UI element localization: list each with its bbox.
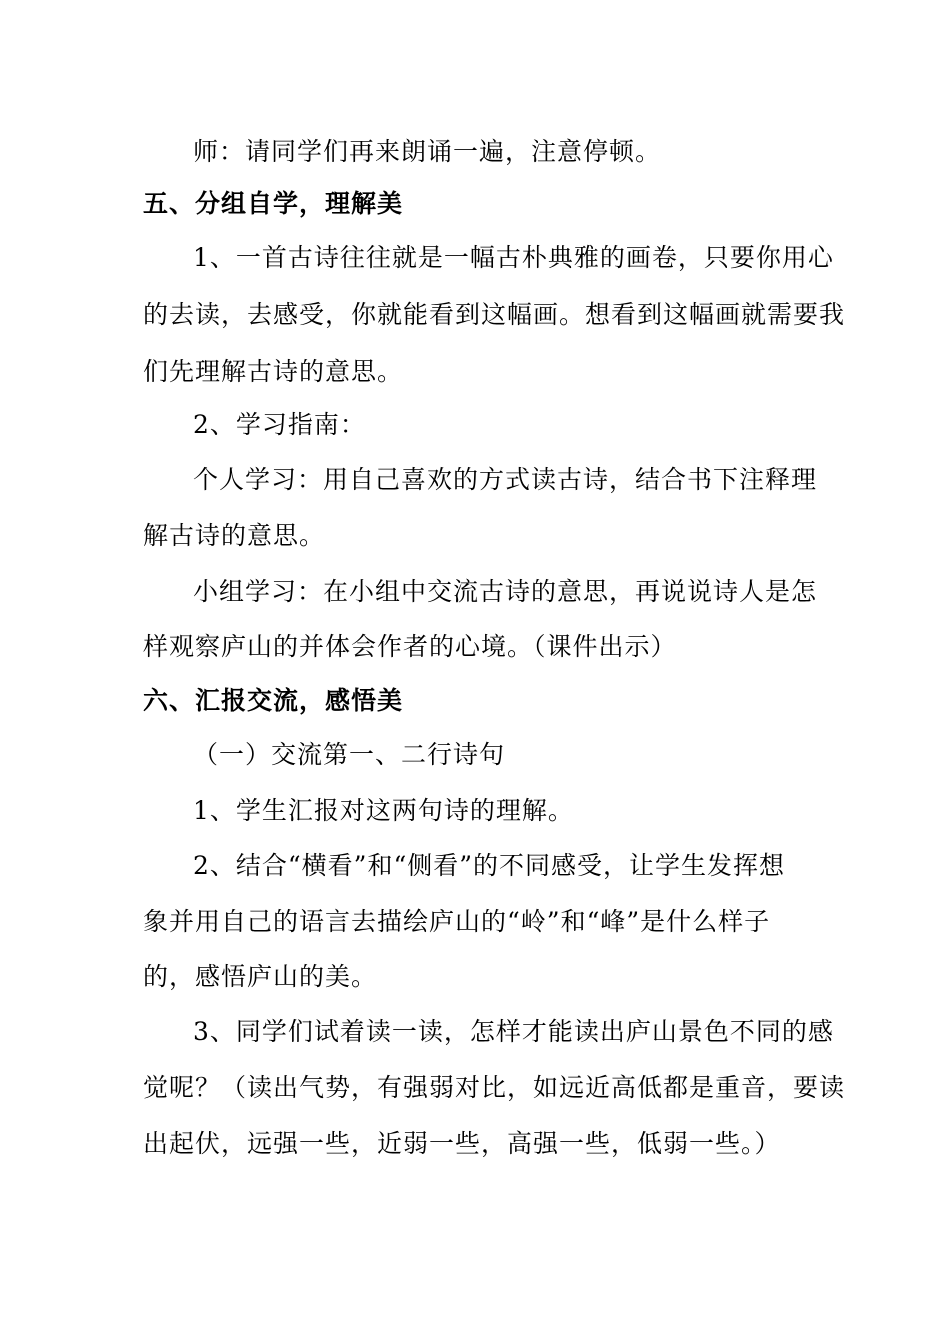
section-heading-five: 五、分组自学，理解美 (143, 189, 404, 218)
paragraph-report-item-3-line-3: 出起伏，远强一些，近弱一些，高强一些，低弱一些。） (143, 1129, 781, 1158)
paragraph-report-item-2-line-2: 象并用自己的语言去描绘庐山的“岭”和“峰”是什么样子 (143, 907, 771, 936)
paragraph-report-item-2-line-3: 的，感悟庐山的美。 (143, 962, 378, 991)
paragraph-report-item-3-line-2: 觉呢？（读出气势，有强弱对比，如远近高低都是重音，要读 (143, 1073, 846, 1102)
paragraph-individual-line-1: 个人学习：用自己喜欢的方式读古诗，结合书下注释理 (193, 465, 818, 494)
paragraph-item-1-line-1: 1、一首古诗往往就是一幅古朴典雅的画卷，只要你用心 (193, 243, 834, 272)
paragraph-item-1-line-2: 的去读，去感受，你就能看到这幅画。想看到这幅画就需要我 (143, 300, 846, 329)
paragraph-item-1-line-3: 们先理解古诗的意思。 (143, 357, 404, 386)
paragraph-group-line-1: 小组学习：在小组中交流古诗的意思，再说说诗人是怎 (193, 577, 818, 606)
paragraph-report-item-1: 1、学生汇报对这两句诗的理解。 (193, 796, 574, 825)
paragraph-report-item-2-line-1: 2、结合“横看”和“侧看”的不同感受，让学生发挥想 (193, 851, 786, 880)
paragraph-teacher-line: 师：请同学们再来朗诵一遍，注意停顿。 (193, 137, 662, 166)
paragraph-item-2: 2、学习指南： (193, 410, 366, 439)
section-heading-six: 六、汇报交流，感悟美 (143, 686, 404, 715)
paragraph-individual-line-2: 解古诗的意思。 (143, 521, 326, 550)
subsection-heading-one: （一）交流第一、二行诗句 (193, 740, 506, 769)
paragraph-group-line-2: 样观察庐山的并体会作者的心境。（课件出示） (143, 632, 677, 661)
paragraph-report-item-3-line-1: 3、同学们试着读一读，怎样才能读出庐山景色不同的感 (193, 1017, 834, 1046)
